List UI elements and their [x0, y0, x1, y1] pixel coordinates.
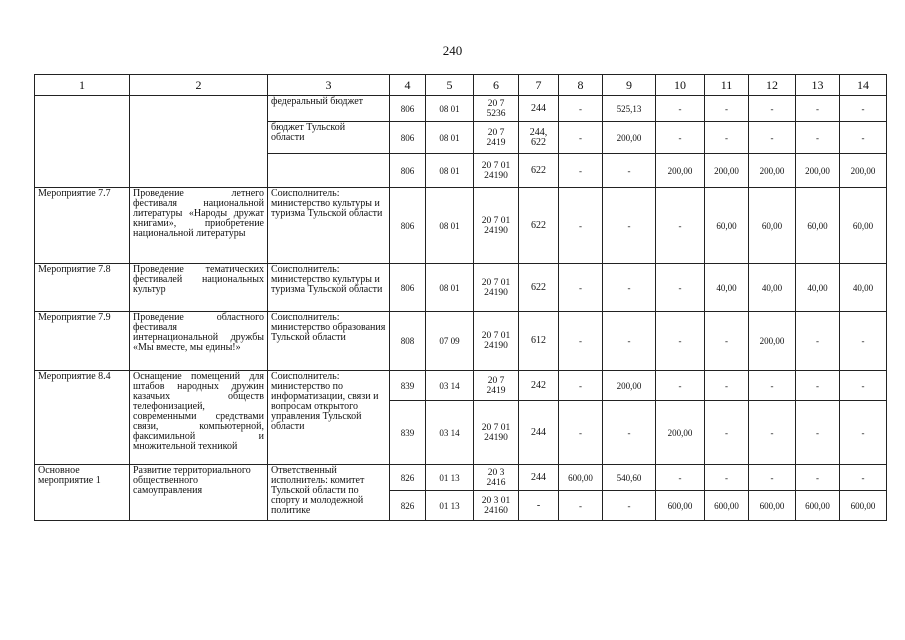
cell-c7: - [519, 491, 559, 521]
cell-c9: - [603, 154, 656, 188]
col-header-9: 9 [603, 75, 656, 96]
cell-c9: - [603, 401, 656, 465]
cell-c4: 806 [390, 188, 426, 264]
cell-c13: 60,00 [796, 188, 840, 264]
cell-event: Мероприятие 7.9 [35, 312, 130, 371]
cell-c11: - [705, 96, 749, 122]
cell-c5: 08 01 [426, 96, 474, 122]
cell-description: Проведение летнего фестиваля национальной литературы «Народы дружат книгами», приобретение национальной литературы [130, 188, 268, 264]
cell-c13: - [796, 401, 840, 465]
cell-c10: - [656, 264, 705, 312]
cell-c7: 622 [519, 188, 559, 264]
budget-table [34, 74, 887, 521]
cell-c11: 200,00 [705, 154, 749, 188]
cell-c12: 60,00 [749, 188, 796, 264]
cell-c13: - [796, 96, 840, 122]
cell-description: Проведение областного фестиваля интернациональной дружбы «Мы вместе, мы едины!» [130, 312, 268, 371]
cell-c14: - [840, 312, 887, 371]
cell-description [130, 96, 268, 188]
cell-c5: 07 09 [426, 312, 474, 371]
cell-c14: - [840, 122, 887, 154]
cell-c12: - [749, 122, 796, 154]
cell-c5: 08 01 [426, 154, 474, 188]
cell-c5: 01 13 [426, 465, 474, 491]
cell-c9: 200,00 [603, 371, 656, 401]
col-header-4: 4 [390, 75, 426, 96]
cell-event: Основное мероприятие 1 [35, 465, 130, 521]
cell-event [35, 96, 130, 188]
cell-c8: - [559, 122, 603, 154]
cell-c14: - [840, 465, 887, 491]
cell-c11: 40,00 [705, 264, 749, 312]
cell-c6: 20 7 01 24190 [474, 188, 519, 264]
cell-c6: 20 7 01 24190 [474, 401, 519, 465]
table-row [35, 96, 887, 122]
col-header-6: 6 [474, 75, 519, 96]
cell-c7: 622 [519, 264, 559, 312]
cell-c8: - [559, 264, 603, 312]
cell-c11: - [705, 312, 749, 371]
cell-c11: - [705, 371, 749, 401]
cell-c12: 200,00 [749, 312, 796, 371]
table-row [35, 188, 887, 264]
cell-c6: 20 7 01 24190 [474, 264, 519, 312]
cell-c12: 600,00 [749, 491, 796, 521]
cell-c6: 20 3 2416 [474, 465, 519, 491]
cell-executor: Соисполнитель: министерство образования Тульской области [268, 312, 390, 371]
col-header-13: 13 [796, 75, 840, 96]
cell-c9: - [603, 312, 656, 371]
cell-funding-source: федеральный бюджет [268, 96, 390, 122]
cell-c4: 839 [390, 371, 426, 401]
cell-c8: - [559, 154, 603, 188]
cell-c8: - [559, 371, 603, 401]
cell-c13: - [796, 312, 840, 371]
cell-c10: - [656, 371, 705, 401]
cell-c7: 244 [519, 465, 559, 491]
cell-c4: 808 [390, 312, 426, 371]
table-row [35, 312, 887, 371]
col-header-2: 2 [130, 75, 268, 96]
cell-description: Развитие территориального общественного самоуправления [130, 465, 268, 521]
cell-c10: - [656, 188, 705, 264]
cell-c10: - [656, 122, 705, 154]
cell-c7: 244, 622 [519, 122, 559, 154]
col-header-5: 5 [426, 75, 474, 96]
cell-c10: - [656, 96, 705, 122]
cell-event: Мероприятие 7.7 [35, 188, 130, 264]
cell-c14: 200,00 [840, 154, 887, 188]
cell-funding-source: бюджет Тульской области [268, 122, 390, 154]
cell-c14: 40,00 [840, 264, 887, 312]
cell-c10: - [656, 465, 705, 491]
cell-c9: - [603, 264, 656, 312]
cell-c9: 200,00 [603, 122, 656, 154]
cell-c7: 244 [519, 96, 559, 122]
cell-c11: - [705, 401, 749, 465]
cell-c4: 806 [390, 96, 426, 122]
cell-c9: 525,13 [603, 96, 656, 122]
cell-c8: - [559, 188, 603, 264]
cell-c5: 03 14 [426, 371, 474, 401]
cell-c6: 20 7 2419 [474, 122, 519, 154]
cell-funding-source [268, 154, 390, 188]
cell-c12: - [749, 96, 796, 122]
cell-c8: - [559, 312, 603, 371]
cell-event: Мероприятие 7.8 [35, 264, 130, 312]
cell-c14: - [840, 96, 887, 122]
cell-c8: 600,00 [559, 465, 603, 491]
cell-executor: Соисполнитель: министерство культуры и туризма Тульской области [268, 264, 390, 312]
cell-c13: 200,00 [796, 154, 840, 188]
cell-c12: - [749, 465, 796, 491]
cell-c6: 20 7 5236 [474, 96, 519, 122]
cell-description: Оснащение помещений для штабов народных дружин казачьих обществ телефонизацией, современными средствами связи, компьютерной, факсимильной и множительной техникой [130, 371, 268, 465]
cell-c4: 806 [390, 264, 426, 312]
cell-c8: - [559, 96, 603, 122]
cell-c13: 40,00 [796, 264, 840, 312]
table-row [35, 371, 887, 401]
cell-c4: 826 [390, 465, 426, 491]
cell-c6: 20 7 01 24190 [474, 312, 519, 371]
col-header-14: 14 [840, 75, 887, 96]
cell-description: Проведение тематических фестивалей национальных культур [130, 264, 268, 312]
header-row [35, 75, 887, 96]
cell-c13: 600,00 [796, 491, 840, 521]
col-header-10: 10 [656, 75, 705, 96]
cell-c13: - [796, 371, 840, 401]
cell-c14: - [840, 371, 887, 401]
cell-c14: 60,00 [840, 188, 887, 264]
cell-executor: Соисполнитель: министерство по информатизации, связи и вопросам открытого управления Тульской области [268, 371, 390, 465]
cell-c5: 08 01 [426, 122, 474, 154]
cell-c13: - [796, 465, 840, 491]
cell-c7: 242 [519, 371, 559, 401]
col-header-7: 7 [519, 75, 559, 96]
cell-c4: 806 [390, 122, 426, 154]
table-row [35, 264, 887, 312]
col-header-12: 12 [749, 75, 796, 96]
cell-c5: 08 01 [426, 264, 474, 312]
col-header-8: 8 [559, 75, 603, 96]
cell-c6: 20 7 2419 [474, 371, 519, 401]
cell-event: Мероприятие 8.4 [35, 371, 130, 465]
cell-c14: 600,00 [840, 491, 887, 521]
cell-c9: 540,60 [603, 465, 656, 491]
cell-c10: 200,00 [656, 154, 705, 188]
cell-c5: 01 13 [426, 491, 474, 521]
cell-c5: 08 01 [426, 188, 474, 264]
cell-c12: 200,00 [749, 154, 796, 188]
cell-c13: - [796, 122, 840, 154]
cell-c8: - [559, 401, 603, 465]
cell-c12: - [749, 371, 796, 401]
cell-c4: 839 [390, 401, 426, 465]
cell-c7: 622 [519, 154, 559, 188]
cell-c11: 60,00 [705, 188, 749, 264]
cell-executor: Соисполнитель: министерство культуры и туризма Тульской области [268, 188, 390, 264]
cell-c8: - [559, 491, 603, 521]
cell-c9: - [603, 491, 656, 521]
page-number: 240 [442, 43, 463, 58]
cell-c7: 244 [519, 401, 559, 465]
cell-c12: 40,00 [749, 264, 796, 312]
cell-c5: 03 14 [426, 401, 474, 465]
cell-c4: 806 [390, 154, 426, 188]
cell-c4: 826 [390, 491, 426, 521]
cell-c12: - [749, 401, 796, 465]
cell-c9: - [603, 188, 656, 264]
cell-c11: - [705, 465, 749, 491]
cell-c11: - [705, 122, 749, 154]
col-header-11: 11 [705, 75, 749, 96]
cell-c6: 20 7 01 24190 [474, 154, 519, 188]
col-header-1: 1 [35, 75, 130, 96]
cell-c10: - [656, 312, 705, 371]
table-row [35, 465, 887, 491]
cell-c7: 612 [519, 312, 559, 371]
cell-c11: 600,00 [705, 491, 749, 521]
cell-executor: Ответственный исполнитель: комитет Тульской области по спорту и молодежной политике [268, 465, 390, 521]
cell-c10: 200,00 [656, 401, 705, 465]
cell-c6: 20 3 01 24160 [474, 491, 519, 521]
col-header-3: 3 [268, 75, 390, 96]
cell-c10: 600,00 [656, 491, 705, 521]
cell-c14: - [840, 401, 887, 465]
